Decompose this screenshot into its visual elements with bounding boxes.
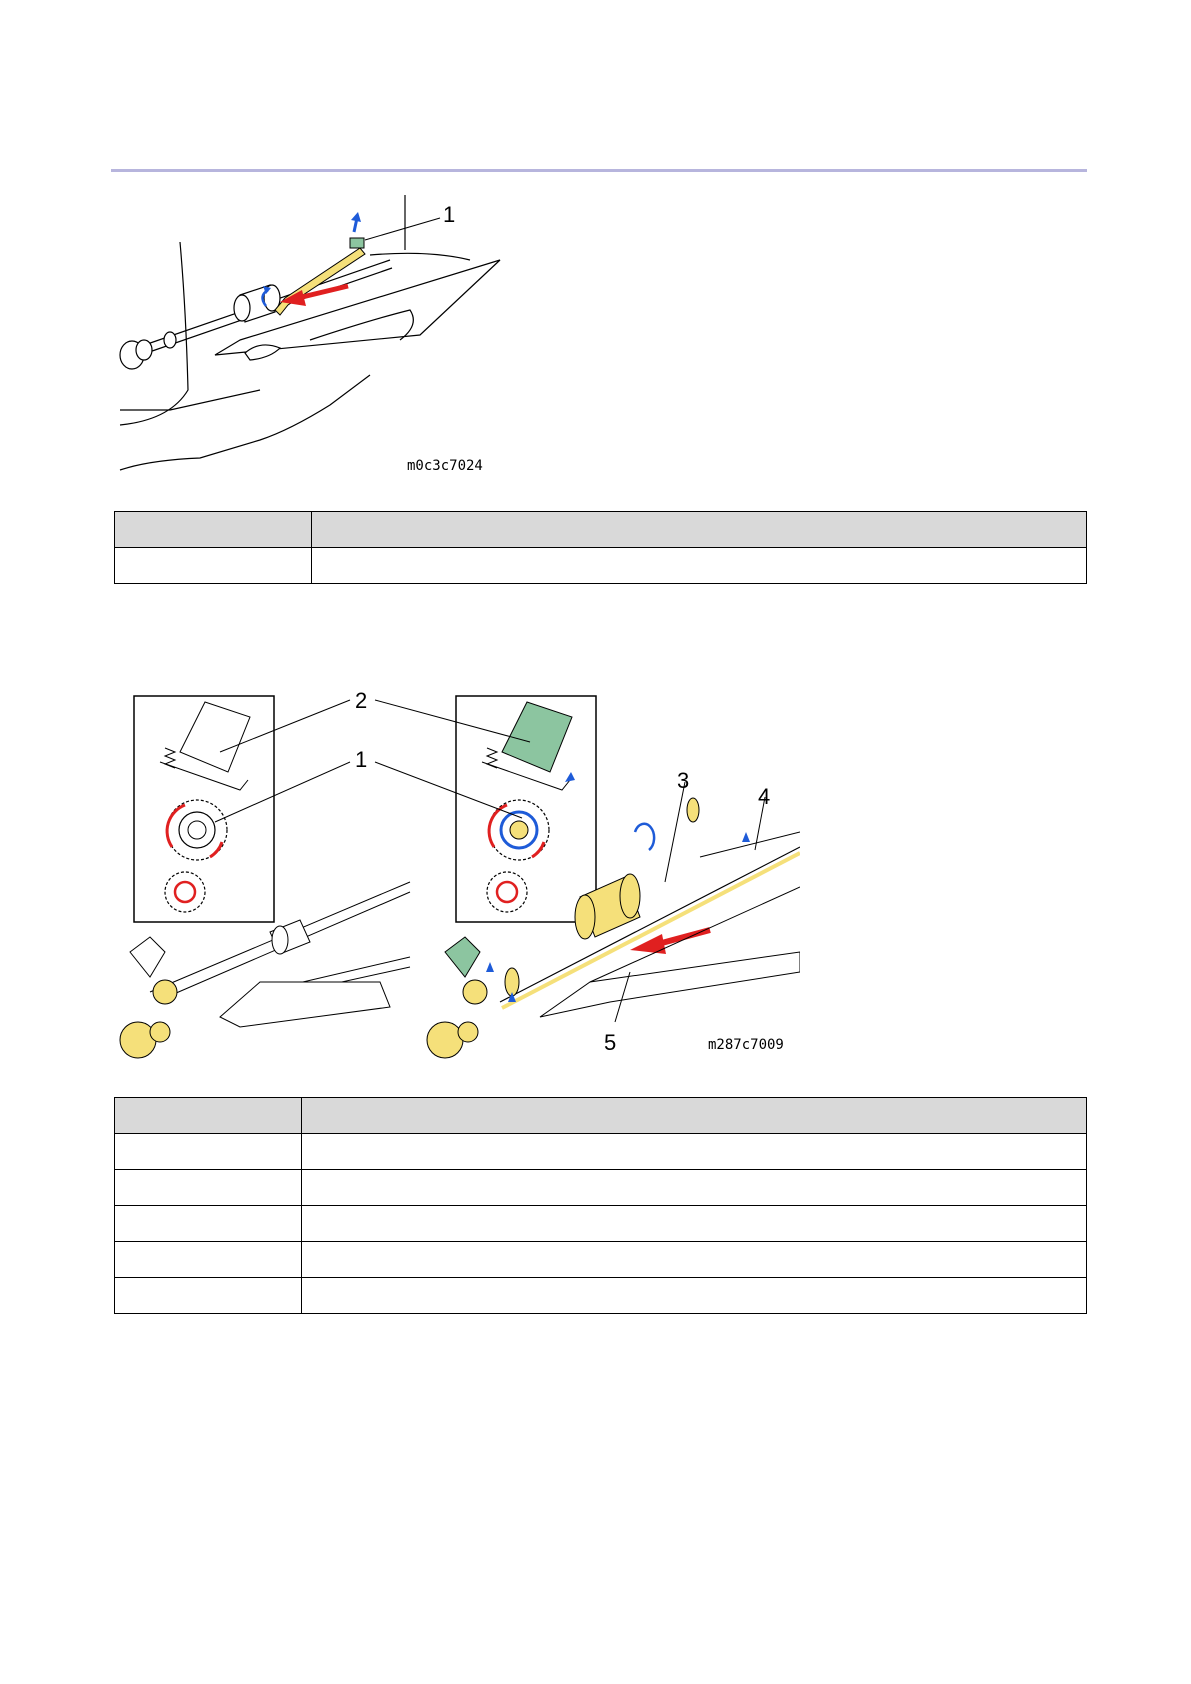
table-cell xyxy=(302,1170,1087,1206)
parts-table-1 xyxy=(114,511,1087,584)
table-cell xyxy=(115,1206,302,1242)
table-cell xyxy=(115,1134,302,1170)
table-cell xyxy=(302,1278,1087,1314)
callout-4: 4 xyxy=(758,784,771,809)
paper-feed-diagram-top xyxy=(110,190,540,475)
table-cell xyxy=(115,1170,302,1206)
section-divider xyxy=(111,169,1087,172)
table-row xyxy=(115,1206,1087,1242)
header-cell-description xyxy=(302,1098,1087,1134)
figure-code: m0c3c7024 xyxy=(407,458,483,474)
header-cell-description xyxy=(312,512,1087,548)
header-cell-number xyxy=(115,1098,302,1134)
table-header-row xyxy=(115,512,1087,548)
header-cell-number xyxy=(115,512,312,548)
table-row xyxy=(115,1134,1087,1170)
figure-code: m287c7009 xyxy=(708,1037,784,1053)
parts-table-2 xyxy=(114,1097,1087,1314)
table-cell xyxy=(115,1242,302,1278)
callout-1: 1 xyxy=(443,202,456,227)
table-cell xyxy=(302,1206,1087,1242)
table-cell xyxy=(302,1134,1087,1170)
table-row xyxy=(115,1170,1087,1206)
table-row xyxy=(115,548,1087,584)
table-header-row xyxy=(115,1098,1087,1134)
callout-5: 5 xyxy=(604,1030,617,1055)
callout-3: 3 xyxy=(677,768,690,793)
table-cell xyxy=(115,1278,302,1314)
table-row xyxy=(115,1278,1087,1314)
table-cell xyxy=(302,1242,1087,1278)
table-cell xyxy=(115,548,312,584)
paper-feed-diagram-bottom xyxy=(110,682,800,1067)
callout-2: 2 xyxy=(355,688,368,713)
table-row xyxy=(115,1242,1087,1278)
callout-1: 1 xyxy=(355,747,368,772)
table-cell xyxy=(312,548,1087,584)
